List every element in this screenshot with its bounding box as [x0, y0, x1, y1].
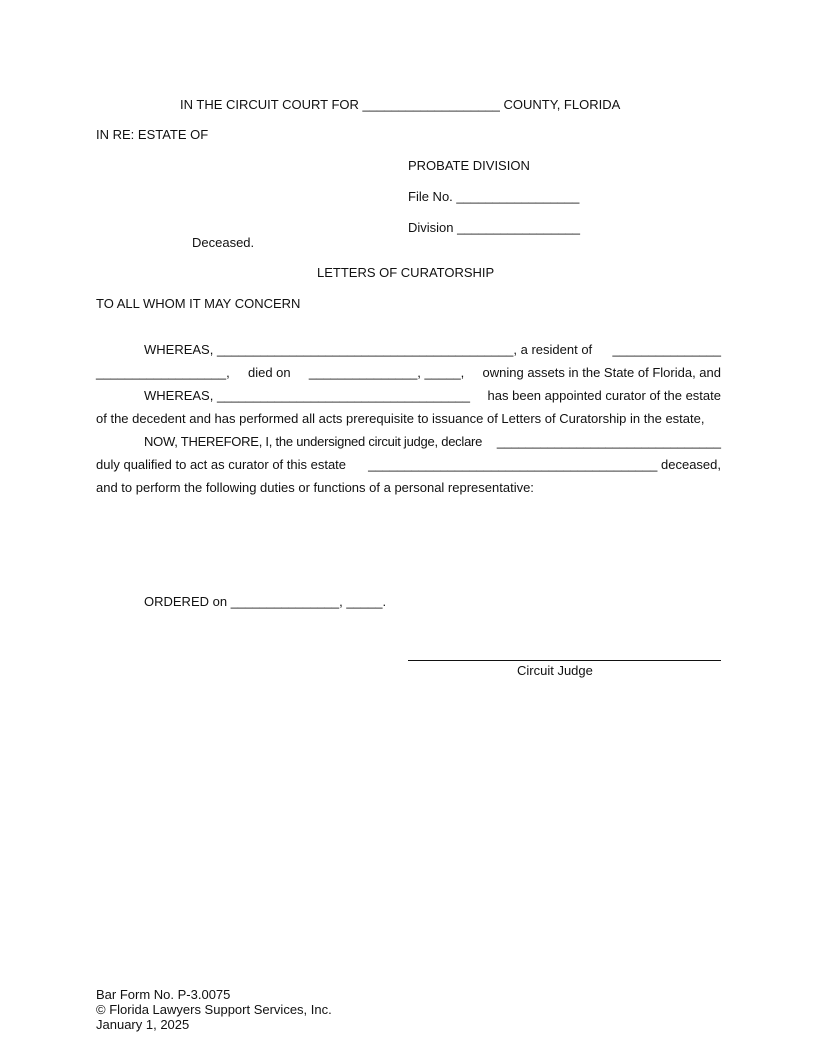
signature-line[interactable]: [408, 660, 721, 661]
death-date-field[interactable]: _______________, _____,: [308, 365, 465, 380]
residence-field[interactable]: _______________: [612, 342, 721, 357]
deceased-label: Deceased.: [192, 235, 255, 250]
file-number-field[interactable]: File No. _________________: [408, 189, 580, 204]
court-heading: IN THE CIRCUIT COURT FOR ___________________ COUNTY, FLORIDA: [180, 97, 621, 112]
prerequisite-text: of the decedent and has performed all acts prerequisite to issuance of Letters of Curatorship in the estate,: [96, 411, 705, 426]
probate-division: PROBATE DIVISION: [408, 158, 530, 173]
deceased-text: deceased,: [661, 457, 721, 472]
curator-name-field[interactable]: WHEREAS, ___________________________________: [144, 388, 471, 403]
paragraph-2-line-1: [144, 388, 721, 404]
died-on-text: died on: [247, 365, 291, 380]
paragraph-2-line-2: [96, 411, 721, 427]
circuit-judge-label: Circuit Judge: [517, 663, 593, 678]
paragraph-1-line-2: [96, 365, 721, 381]
decedent-name-field[interactable]: WHEREAS, _________________________________________: [144, 342, 514, 357]
bar-form-number: Bar Form No. P-3.0075: [96, 987, 231, 1002]
qualified-text: duly qualified to act as curator of this estate: [96, 457, 347, 472]
salutation: TO ALL WHOM IT MAY CONCERN: [96, 296, 301, 311]
paragraph-3-line-1: [144, 434, 721, 450]
document-title: LETTERS OF CURATORSHIP: [317, 265, 495, 280]
form-date: January 1, 2025: [96, 1017, 190, 1032]
declaration-text: NOW, THEREFORE, I, the undersigned circuit judge, declare: [144, 434, 483, 449]
duties-text: and to perform the following duties or functions of a personal representative:: [96, 480, 534, 495]
in-re-estate: IN RE: ESTATE OF: [96, 127, 209, 142]
ordered-on-field[interactable]: ORDERED on _______________, _____.: [144, 594, 387, 609]
resident-of-text: , a resident of: [513, 342, 593, 357]
estate-name-field[interactable]: ________________________________________: [368, 457, 658, 472]
declared-curator-field[interactable]: _______________________________: [496, 434, 721, 449]
paragraph-3-line-2: [96, 457, 721, 473]
appointed-curator-text: has been appointed curator of the estate: [487, 388, 721, 403]
division-field[interactable]: Division _________________: [408, 220, 581, 235]
copyright-notice: © Florida Lawyers Support Services, Inc.: [96, 1002, 332, 1017]
owning-assets-text: owning assets in the State of Florida, and: [482, 365, 721, 380]
residence-county-field[interactable]: __________________,: [96, 365, 230, 380]
paragraph-1-line-1: [144, 342, 721, 358]
